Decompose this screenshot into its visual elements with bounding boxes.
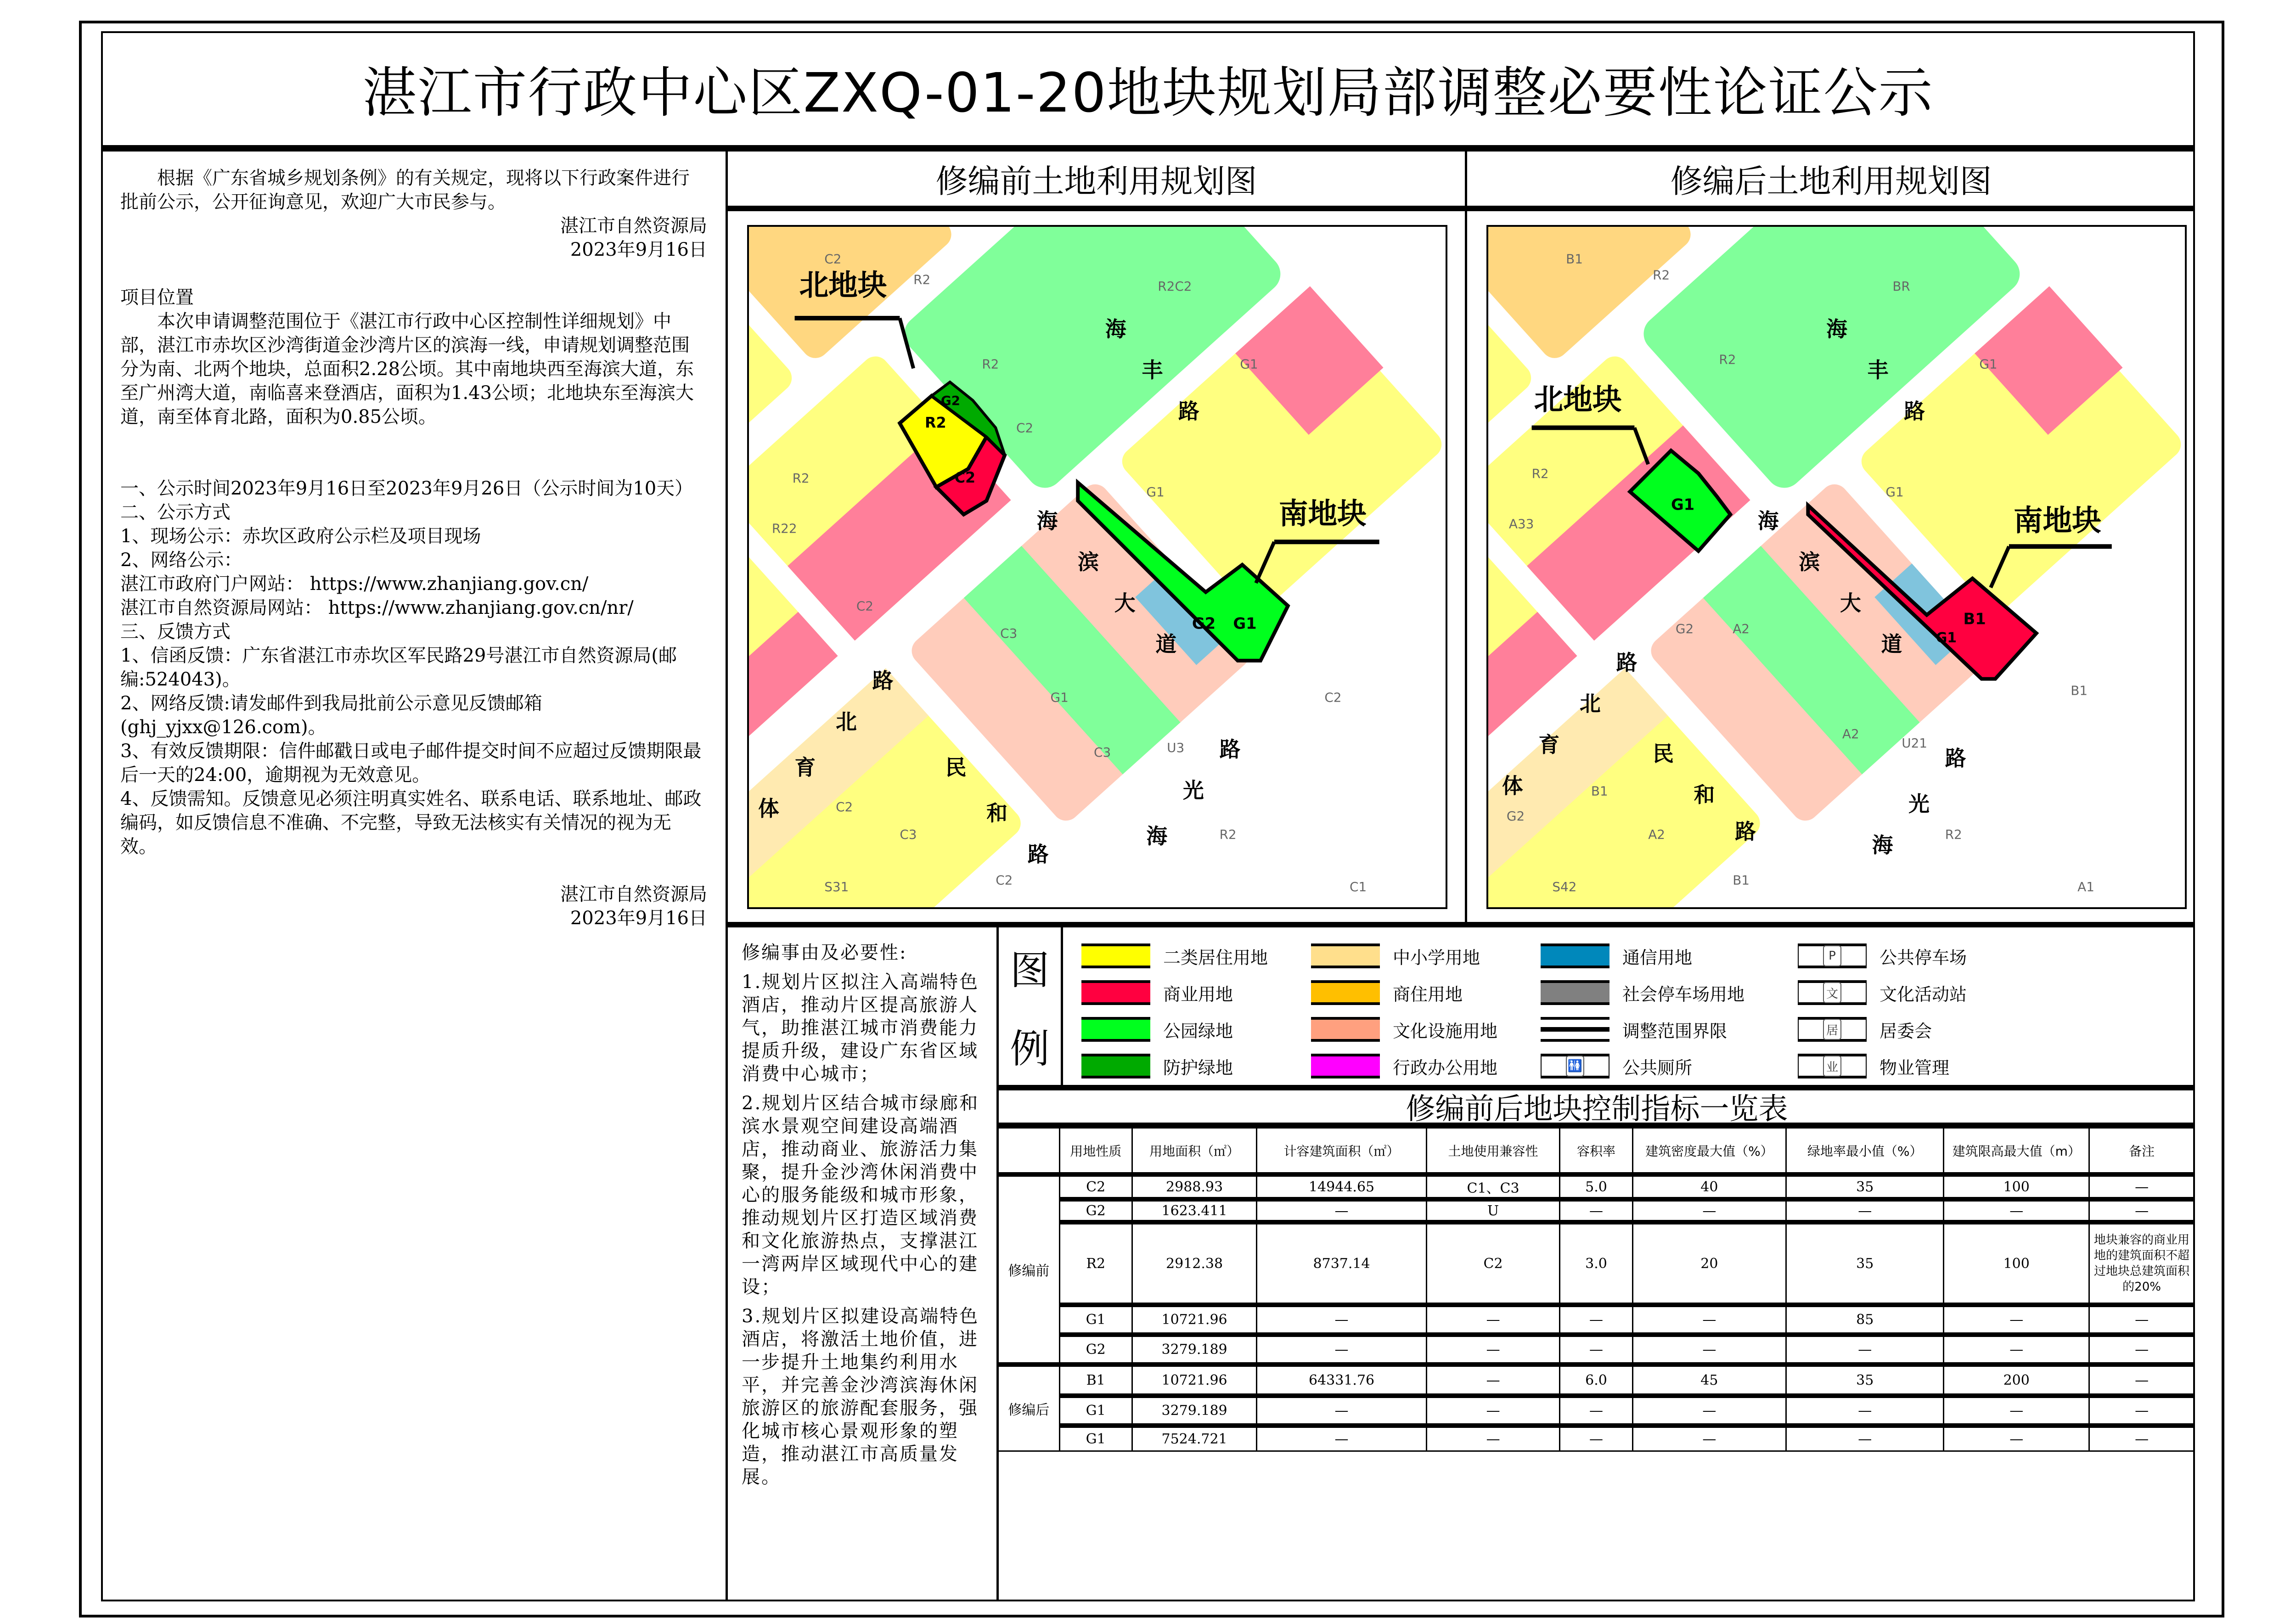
table-cell: 35	[1786, 1365, 1944, 1396]
table-cell: —	[1786, 1335, 1944, 1365]
legend-label: 居委会	[1880, 1021, 1932, 1041]
feedback-email[interactable]: 2、网络反馈:请发邮件到我局批前公示意见反馈邮箱(ghj_yjxx@126.com)。	[120, 693, 542, 738]
table-row	[999, 1396, 2195, 1426]
svg-text:北: 北	[836, 710, 857, 735]
svg-text:北地块: 北地块	[1534, 382, 1622, 417]
table-cell: G1	[1059, 1305, 1132, 1335]
table-cell: 8737.14	[1257, 1222, 1427, 1305]
phase-header	[999, 1128, 1059, 1175]
legend-symbol-icon: 业	[1798, 1054, 1867, 1078]
notice-item: 一、公示时间2023年9月16日至2023年9月26日（公示时间为10天）	[120, 478, 693, 499]
reason-item: 1.规划片区拟注入高端特色酒店，推动片区提高旅游人气，助推湛江城市消费能力提质升级，建设广东省区域消费中心城市；	[742, 972, 979, 1084]
svg-text:BR: BR	[1892, 279, 1910, 294]
notice-item: 三、反馈方式	[120, 621, 231, 642]
svg-text:G1: G1	[1233, 614, 1257, 633]
legend-swatch	[1311, 1017, 1380, 1042]
svg-text:A2: A2	[1842, 726, 1859, 741]
legend-swatch	[1541, 980, 1609, 1005]
legend-item	[1798, 1011, 2027, 1048]
nr-bureau-link[interactable]: 湛江市自然资源局网站： https://www.zhanjiang.gov.cn/nr/	[120, 597, 634, 618]
svg-text:C1: C1	[1350, 879, 1367, 895]
table-cell: G1	[1059, 1396, 1132, 1426]
map-after-cell	[1467, 211, 2195, 927]
svg-text:道: 道	[1155, 632, 1177, 657]
svg-text:R2: R2	[1653, 267, 1670, 283]
table-cell: —	[1786, 1396, 1944, 1426]
legend-swatch	[1311, 943, 1380, 968]
map-after	[1486, 225, 2187, 909]
reason-item: 2.规划片区结合城市绿廊和滨水景观空间建设高端酒店，推动商业、旅游活力集聚，提升金沙湾休闲消费中心的服务能级和城市形象，推动规划片区打造区域消费和文化旅游热点，支撑湛江一湾两岸区域现代中心的建设；	[742, 1093, 979, 1297]
table-cell: 2912.38	[1132, 1222, 1256, 1305]
table-cell: —	[1560, 1335, 1632, 1365]
legend-label: 公共停车场	[1880, 947, 1967, 968]
table-cell: —	[1426, 1365, 1559, 1396]
svg-text:U21: U21	[1902, 735, 1928, 751]
table-cell: —	[1786, 1199, 1944, 1222]
legend-item	[1541, 1048, 1798, 1084]
svg-text:A1: A1	[2077, 879, 2094, 895]
table-cell: R2	[1059, 1222, 1132, 1305]
table-cell: 35	[1786, 1222, 1944, 1305]
svg-text:S31: S31	[824, 879, 849, 895]
table-cell: C1、C3	[1426, 1174, 1559, 1199]
table-cell: —	[1632, 1426, 1786, 1451]
svg-text:G1: G1	[1146, 484, 1165, 500]
svg-text:C2: C2	[996, 872, 1013, 888]
svg-text:R2: R2	[1719, 352, 1736, 367]
table-cell: —	[1632, 1305, 1786, 1335]
svg-text:民: 民	[945, 755, 967, 780]
svg-text:体: 体	[1502, 774, 1523, 798]
svg-text:和: 和	[986, 801, 1008, 826]
table-row	[999, 1426, 2195, 1451]
svg-text:滨: 滨	[1078, 550, 1099, 574]
svg-text:民: 民	[1653, 741, 1674, 766]
legend-symbol-icon: 居	[1798, 1017, 1867, 1042]
legend-label: 调整范围界限	[1622, 1021, 1728, 1041]
legend-label: 中小学用地	[1393, 947, 1480, 968]
legend-label: 商业用地	[1163, 984, 1233, 1005]
notice-item: 二、公示方式	[120, 502, 231, 523]
legend-label: 文化活动站	[1880, 984, 1967, 1005]
legend-item	[1798, 1048, 2027, 1084]
table-cell: C2	[1426, 1222, 1559, 1305]
table-cell: 100	[1944, 1222, 2089, 1305]
svg-text:C2: C2	[954, 468, 976, 486]
legend-item	[1311, 974, 1541, 1011]
notice-item: 1、信函反馈：广东省湛江市赤坎区军民路29号湛江市自然资源局(邮编:524043)。	[120, 645, 677, 690]
legend-swatch	[1081, 943, 1150, 968]
table-cell: —	[1257, 1199, 1427, 1222]
table-row	[999, 1222, 2195, 1305]
boundary-line-icon	[1541, 1017, 1609, 1042]
table-cell: 40	[1632, 1174, 1786, 1199]
notice-item: 4、反馈需知。反馈意见必须注明真实姓名、联系电话、联系地址、邮政编码，如反馈信息不准确、不完整，导致无法核实有关情况的视为无效。	[120, 788, 702, 857]
table-cell: 35	[1786, 1174, 1944, 1199]
table-header-row	[999, 1128, 2195, 1175]
svg-text:R2: R2	[1945, 826, 1962, 842]
legend-label: 公园绿地	[1163, 1021, 1233, 1041]
table-cell: —	[2089, 1199, 2195, 1222]
svg-text:C2: C2	[856, 598, 873, 614]
table-cell: 7524.721	[1132, 1426, 1256, 1451]
notice-date: 2023年9月16日	[570, 239, 707, 260]
table-cell: 3.0	[1560, 1222, 1632, 1305]
svg-text:G1: G1	[1671, 495, 1695, 514]
legend-label	[999, 927, 1063, 1085]
gov-portal-link[interactable]: 湛江市政府门户网站： https://www.zhanjiang.gov.cn/	[120, 573, 589, 595]
reasons-heading: 修编事由及必要性:	[742, 942, 907, 963]
svg-text:光: 光	[1182, 778, 1204, 803]
legend-swatch	[1081, 980, 1150, 1005]
table-row	[999, 1174, 2195, 1199]
table-cell: 10721.96	[1132, 1305, 1256, 1335]
legend-label: 防护绿地	[1163, 1057, 1233, 1078]
legend-symbol-icon: 文	[1798, 980, 1867, 1005]
table-cell: —	[1257, 1396, 1427, 1426]
legend-swatch	[1311, 980, 1380, 1005]
legend-item	[1311, 1011, 1541, 1048]
svg-text:路: 路	[872, 668, 894, 693]
svg-text:海: 海	[1757, 509, 1779, 534]
table-header-cell: 容积率	[1560, 1128, 1632, 1175]
svg-text:北: 北	[1580, 691, 1601, 716]
svg-text:B1: B1	[1566, 251, 1583, 267]
table-cell: G2	[1059, 1199, 1132, 1222]
legend-swatch	[1311, 1054, 1380, 1078]
table-row	[999, 1199, 2195, 1222]
legend-symbol-icon: P	[1798, 943, 1867, 968]
table-cell: 1623.411	[1132, 1199, 1256, 1222]
table-header-cell: 建筑密度最大值（%）	[1632, 1128, 1786, 1175]
svg-text:路: 路	[1904, 399, 1925, 424]
legend	[999, 927, 2195, 1090]
svg-text:海: 海	[1036, 509, 1058, 534]
legend-swatch	[1541, 943, 1609, 968]
legend-item	[1311, 1048, 1541, 1084]
table-cell: 45	[1632, 1365, 1786, 1396]
svg-text:B1: B1	[1963, 610, 1986, 628]
svg-text:丰: 丰	[1867, 358, 1889, 383]
table-cell: —	[1257, 1305, 1427, 1335]
table-cell: —	[2089, 1174, 2195, 1199]
notice-item: 1、现场公示：赤坎区政府公示栏及项目现场	[120, 526, 481, 547]
svg-text:C3: C3	[1000, 626, 1018, 641]
legend-item	[1541, 974, 1798, 1011]
legend-item	[1081, 1011, 1311, 1048]
table-cell: 6.0	[1560, 1365, 1632, 1396]
location-heading: 项目位置	[120, 287, 194, 308]
phase-label: 修编后	[999, 1365, 1059, 1451]
svg-text:R2C2: R2C2	[1158, 279, 1192, 294]
legend-item	[1081, 938, 1311, 974]
legend-label: 二类居住用地	[1163, 947, 1268, 968]
location-text: 本次申请调整范围位于《湛江市行政中心区控制性详细规划》中部，湛江市赤坎区沙湾街道金沙湾片区的滨海一线，申请规划调整范围分为南、北两个地块，总面积2.28公顷。其中南地块西至海滨大道，东至广州湾大道，南临喜来登酒店，面积为1.43公顷；北地块东至海滨大道，南至体育北路，面积为0.85公顷。	[120, 311, 694, 427]
reason-item: 3.规划片区拟建设高端特色酒店，将激活土地价值，进一步提升土地集约利用水平，并完善金沙湾滨海休闲旅游区的旅游配套服务，强化城市核心景观形象的塑造，推动湛江市高质量发展。	[742, 1306, 979, 1488]
table-cell: C2	[1059, 1174, 1132, 1199]
map-before-heading: 修编前土地利用规划图	[728, 152, 1467, 211]
legend-label: 文化设施用地	[1393, 1021, 1498, 1041]
legend-item	[1081, 974, 1311, 1011]
map-after-heading: 修编后土地利用规划图	[1467, 152, 2195, 211]
table-cell: B1	[1059, 1365, 1132, 1396]
table-cell: U	[1426, 1199, 1559, 1222]
svg-text:R2: R2	[792, 470, 810, 486]
svg-text:G2: G2	[940, 393, 961, 408]
table-cell: G1	[1059, 1426, 1132, 1451]
svg-text:R22: R22	[771, 521, 797, 536]
svg-text:育: 育	[794, 755, 816, 780]
table-cell: 85	[1786, 1305, 1944, 1335]
table-cell: 14944.65	[1257, 1174, 1427, 1199]
table-cell: —	[2089, 1426, 2195, 1451]
svg-text:A2: A2	[1648, 826, 1665, 842]
svg-text:U3: U3	[1167, 740, 1185, 755]
svg-text:A33: A33	[1508, 516, 1534, 532]
table-cell: —	[1560, 1199, 1632, 1222]
legend-swatch	[1081, 1054, 1150, 1078]
table-cell: —	[1257, 1335, 1427, 1365]
svg-text:体: 体	[758, 797, 779, 821]
table-cell: —	[2089, 1305, 2195, 1335]
svg-text:A2: A2	[1733, 621, 1750, 637]
table-cell: —	[1944, 1335, 2089, 1365]
table-header-cell: 备注	[2089, 1128, 2195, 1175]
table-title: 修编前后地块控制指标一览表	[999, 1090, 2195, 1127]
svg-text:B1: B1	[1591, 783, 1608, 799]
table-cell: —	[1632, 1335, 1786, 1365]
svg-text:G1: G1	[1240, 356, 1258, 372]
legend-label: 商住用地	[1393, 984, 1463, 1005]
svg-text:路: 路	[1219, 737, 1241, 762]
table-cell: —	[1426, 1335, 1559, 1365]
footer-issuer: 湛江市自然资源局	[560, 884, 707, 905]
table-cell: —	[1426, 1305, 1559, 1335]
svg-text:海: 海	[1826, 317, 1847, 342]
legend-label-bottom: 例	[1010, 1026, 1050, 1073]
notice-panel	[101, 152, 728, 1601]
table-cell: —	[1560, 1305, 1632, 1335]
svg-text:R2: R2	[1531, 466, 1549, 482]
legend-item	[1541, 1011, 1798, 1048]
legend-symbol-icon: 🚻	[1541, 1054, 1609, 1078]
table-cell: —	[1632, 1396, 1786, 1426]
map-before-cell	[728, 211, 1467, 927]
table-cell: —	[1944, 1305, 2089, 1335]
svg-text:路: 路	[1735, 819, 1756, 844]
legend-label-top: 图	[1010, 947, 1050, 994]
svg-text:G1: G1	[1936, 630, 1957, 646]
svg-text:R2: R2	[982, 356, 999, 372]
table-cell: 20	[1632, 1222, 1786, 1305]
svg-text:路: 路	[1616, 650, 1638, 675]
table-cell: 5.0	[1560, 1174, 1632, 1199]
svg-text:G2: G2	[1192, 614, 1216, 633]
svg-text:和: 和	[1694, 783, 1715, 808]
table-header-cell: 计容建筑面积（㎡）	[1257, 1128, 1427, 1175]
table-cell: 地块兼容的商业用地的建筑面积不超过地块总建筑面积的20%	[2089, 1222, 2195, 1305]
notice-issuer: 湛江市自然资源局	[560, 215, 707, 236]
table-cell: G2	[1059, 1335, 1132, 1365]
legend-label: 物业管理	[1880, 1057, 1950, 1078]
svg-text:B1: B1	[2071, 683, 2088, 698]
svg-text:G2: G2	[1675, 621, 1694, 637]
svg-text:S42: S42	[1552, 879, 1577, 895]
table-cell: —	[1786, 1426, 1944, 1451]
table-header-cell: 用地面积（㎡）	[1132, 1128, 1256, 1175]
map-before	[747, 225, 1447, 909]
svg-text:育: 育	[1538, 732, 1560, 757]
table-cell: —	[2089, 1335, 2195, 1365]
reasons-panel	[728, 927, 999, 1601]
legend-item	[1798, 974, 2027, 1011]
svg-text:道: 道	[1881, 632, 1902, 657]
svg-text:海: 海	[1146, 824, 1168, 848]
table-cell: —	[1944, 1426, 2089, 1451]
table-row	[999, 1305, 2195, 1335]
svg-text:R2: R2	[913, 272, 931, 287]
svg-text:路: 路	[1945, 746, 1966, 771]
svg-text:大: 大	[1114, 591, 1136, 616]
table-cell: 10721.96	[1132, 1365, 1256, 1396]
svg-text:G1: G1	[1979, 356, 1998, 372]
legend-label: 行政办公用地	[1393, 1057, 1498, 1078]
legend-item	[1311, 938, 1541, 974]
legend-label: 公共厕所	[1622, 1057, 1693, 1078]
svg-text:南地块: 南地块	[2013, 504, 2101, 538]
svg-text:大: 大	[1840, 591, 1861, 616]
svg-text:路: 路	[1027, 842, 1049, 867]
svg-text:海: 海	[1872, 833, 1893, 858]
table-row	[999, 1335, 2195, 1365]
svg-text:C2: C2	[836, 799, 853, 815]
svg-text:滨: 滨	[1799, 550, 1820, 574]
legend-label: 通信用地	[1622, 947, 1693, 968]
svg-text:G1: G1	[1050, 690, 1069, 705]
table-cell: —	[1560, 1396, 1632, 1426]
table-cell: 3279.189	[1132, 1396, 1256, 1426]
svg-text:G1: G1	[1885, 484, 1904, 500]
svg-text:G2: G2	[1506, 809, 1525, 824]
table-cell: —	[2089, 1365, 2195, 1396]
svg-text:路: 路	[1178, 399, 1199, 424]
table-cell: —	[1426, 1426, 1559, 1451]
svg-text:B1: B1	[1733, 872, 1750, 888]
table-header-cell: 土地使用兼容性	[1426, 1128, 1559, 1175]
svg-text:丰: 丰	[1142, 358, 1163, 383]
svg-text:C3: C3	[1094, 744, 1111, 760]
legend-item	[1541, 938, 1798, 974]
svg-text:海: 海	[1105, 317, 1126, 342]
table-cell: 200	[1944, 1365, 2089, 1396]
table-header-cell: 用地性质	[1059, 1128, 1132, 1175]
notice-intro: 根据《广东省城乡规划条例》的有关规定，现将以下行政案件进行批前公示，公开征询意见，欢迎广大市民参与。	[120, 168, 690, 213]
legend-grid	[1081, 938, 2027, 1084]
table-cell: —	[2089, 1396, 2195, 1426]
svg-text:南地块: 南地块	[1278, 497, 1367, 531]
svg-text:C2: C2	[824, 251, 842, 267]
table-cell: —	[1944, 1396, 2089, 1426]
svg-text:C3: C3	[900, 826, 917, 842]
table-cell: 3279.189	[1132, 1335, 1256, 1365]
svg-text:北地块: 北地块	[799, 269, 887, 303]
svg-text:C2: C2	[1324, 690, 1342, 705]
table-cell: —	[1426, 1396, 1559, 1426]
control-indicator-table	[999, 1127, 2195, 1452]
svg-text:R2: R2	[1219, 826, 1237, 842]
legend-item	[1798, 938, 2027, 974]
legend-swatch	[1081, 1017, 1150, 1042]
phase-label: 修编前	[999, 1174, 1059, 1365]
table-cell: —	[1632, 1199, 1786, 1222]
legend-label: 社会停车场用地	[1622, 984, 1745, 1005]
table-cell: —	[1560, 1426, 1632, 1451]
table-cell: 2988.93	[1132, 1174, 1256, 1199]
svg-text:C2: C2	[1016, 420, 1034, 436]
notice-item: 3、有效反馈期限：信件邮戳日或电子邮件提交时间不应超过反馈期限最后一天的24:00，逾期视为无效意见。	[120, 741, 702, 786]
page-title: 湛江市行政中心区ZXQ-01-20地块规划局部调整必要性论证公示	[362, 61, 1934, 124]
table-cell: —	[1257, 1426, 1427, 1451]
svg-text:光: 光	[1908, 792, 1930, 817]
legend-item	[1081, 1048, 1311, 1084]
title-band	[101, 31, 2195, 152]
table-cell: 100	[1944, 1174, 2089, 1199]
table-row	[999, 1365, 2195, 1396]
notice-item: 2、网络公示：	[120, 550, 242, 571]
footer-date: 2023年9月16日	[570, 908, 707, 929]
table-header-cell: 绿地率最小值（%）	[1786, 1128, 1944, 1175]
table-cell: 64331.76	[1257, 1365, 1427, 1396]
table-cell: —	[1944, 1199, 2089, 1222]
svg-text:R2: R2	[925, 414, 946, 432]
table-header-cell: 建筑限高最大值（m）	[1944, 1128, 2089, 1175]
